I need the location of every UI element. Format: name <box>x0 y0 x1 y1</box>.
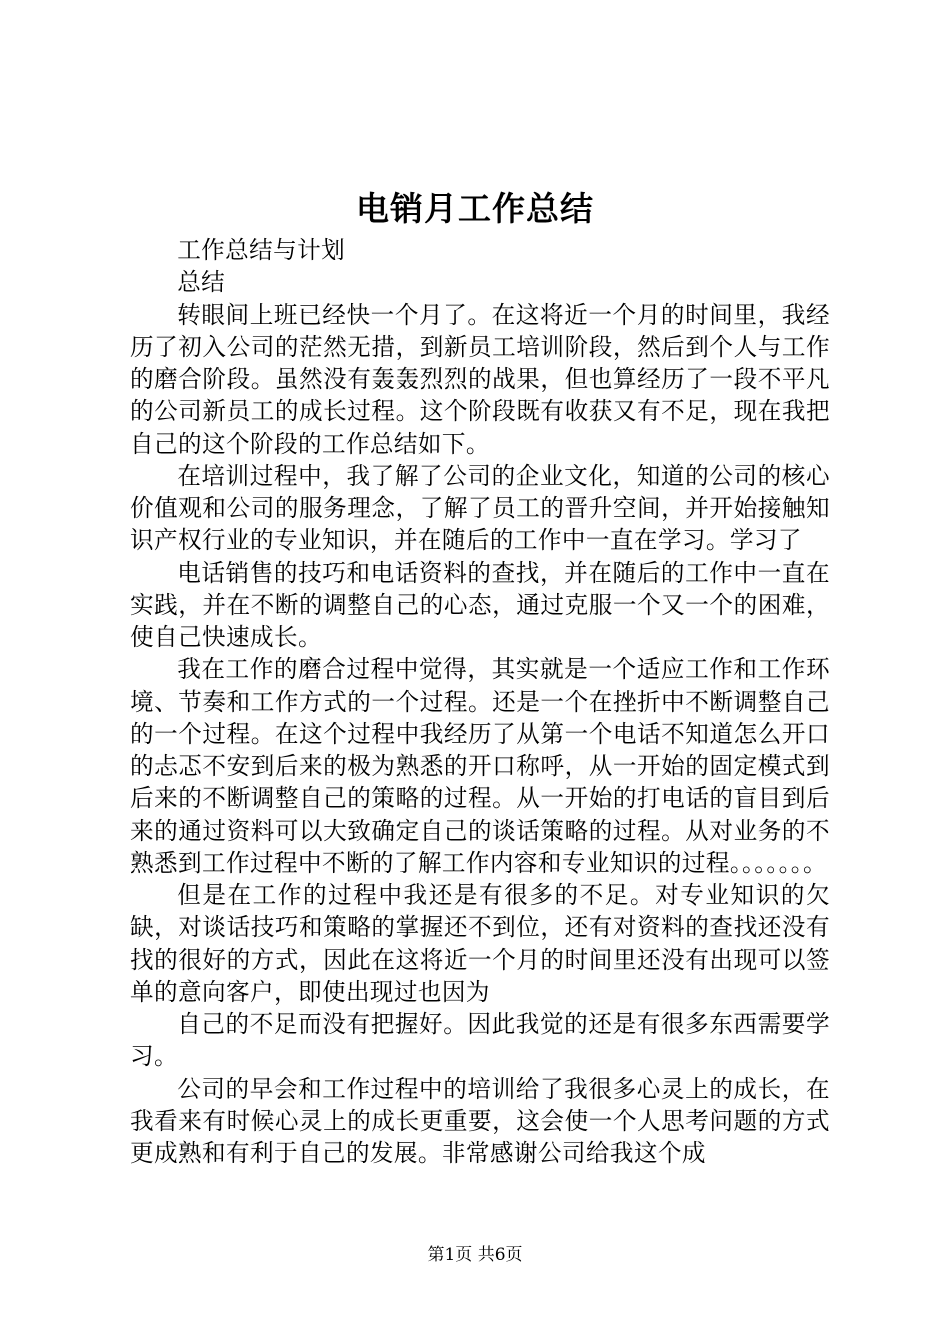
paragraph-need-to-learn: 自己的不足而没有把握好。因此我觉的还是有很多东西需要学习。 <box>130 1010 830 1071</box>
paragraph-training: 在培训过程中，我了解了公司的企业文化，知道的公司的核心价值观和公司的服务理念，了解了员工的晋升空间，并开始接触知识产权行业的专业知识，并在随后的工作中一直在学习。学习了 <box>130 461 830 555</box>
paragraph-shortcomings: 但是在工作的过程中我还是有很多的不足。对专业知识的欠缺，对谈话技巧和策略的掌握还不到位，还有对资料的查找还没有找的很好的方式，因此在这将近一个月的时间里还没有出现可以签单的意向客户，即使出现过也因为 <box>130 881 830 1006</box>
paragraph-sales-skills: 电话销售的技巧和电话资料的查找，并在随后的工作中一直在实践，并在不断的调整自己的心态，通过克服一个又一个的困难，使自己快速成长。 <box>130 558 830 651</box>
paragraph-growth: 公司的早会和工作过程中的培训给了我很多心灵上的成长，在我看来有时候心灵上的成长更重要，这会使一个人思考问题的方式更成熟和有利于自己的发展。非常感谢公司给我这个成 <box>130 1074 830 1167</box>
document-title: 电销月工作总结 <box>356 189 594 228</box>
paragraph-intro: 转眼间上班已经快一个月了。在这将近一个月的时间里，我经历了初入公司的茫然无措，到新员工培训阶段，然后到个人与工作的磨合阶段。虽然没有轰轰烈烈的战果，但也算经历了一段不平凡的公司新员工的成长过程。这个阶段既有收获又有不足，现在我把自己的这个阶段的工作总结如下。 <box>130 300 830 458</box>
document-body <box>130 234 830 1169</box>
paragraph-adjustment: 我在工作的磨合过程中觉得，其实就是一个适应工作和工作环境、节奏和工作方式的一个过程。还是一个在挫折中不断调整自己的一个过程。在这个过程中我经历了从第一个电话不知道怎么开口的忐忑不安到后来的极为熟悉的开口称呼，从一开始的固定模式到后来的不断调整自己的策略的过程。从一开始的打电话的盲目到后来的通过资料可以大致确定自己的谈话策略的过程。从对业务的不熟悉到工作过程中不断的了解工作内容和专业知识的过程。。。。。。。 <box>130 655 830 877</box>
page-footer: 第1页 共6页 <box>427 1245 523 1265</box>
subtitle-category: 工作总结与计划 <box>177 236 346 264</box>
subtitle-summary: 总结 <box>177 268 226 297</box>
